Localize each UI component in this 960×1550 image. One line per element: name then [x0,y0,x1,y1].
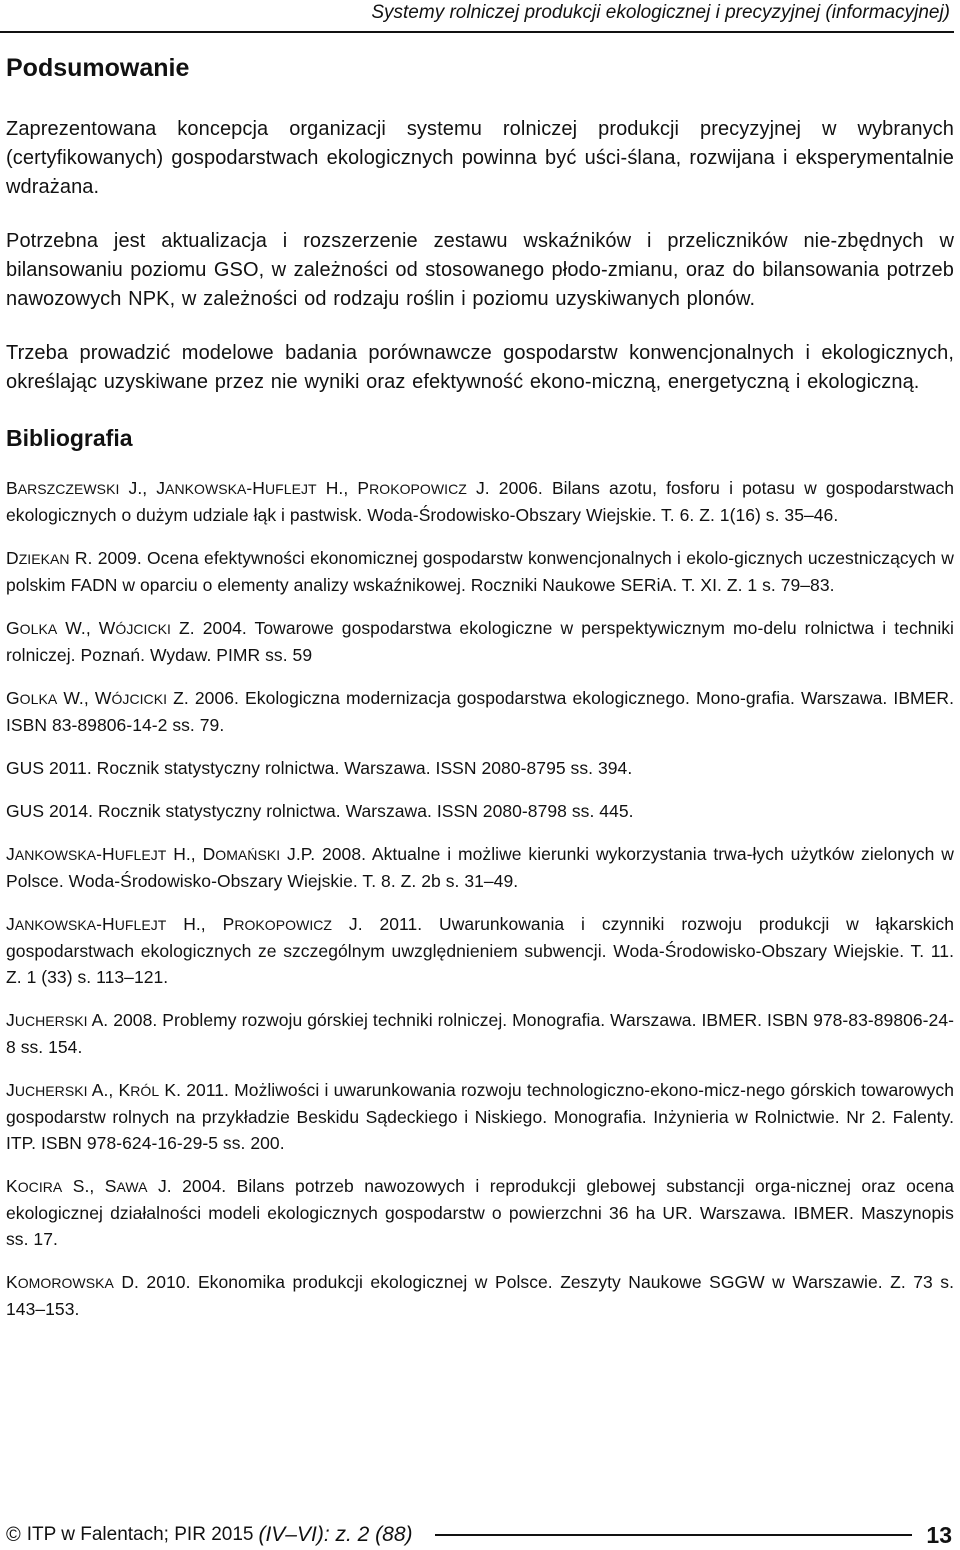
summary-paragraph: Trzeba prowadzić modelowe badania porównawcze gospodarstw konwencjonalnych i ekologicznych, określając uzyskiwane przez nie wyniki oraz efektywność ekono-miczną, energetyczną i ekologiczną. [6,342,954,393]
bibliography-text: 2009. Ocena efektywności ekonomicznej gospodarstw konwencjonalnych i ekolo-gicznych uczestniczących w polskim FADN w oparciu o elementy analizy wskaźnikowej. Roczniki Naukowe SERiA. T. XI. Z. 1 s. 79–83. [6,548,954,595]
summary-heading: Podsumowanie [6,54,190,82]
author-name: BARSZCZEWSKI J., [6,478,157,498]
author-name: JANKOWSKA- [6,914,103,934]
bibliography-entry [6,798,954,824]
bibliography-entry [6,1173,954,1252]
bibliography-entry [6,911,954,990]
author-name: PROKOPOWICZ J. [222,914,363,934]
author-name: JANKOWSKA- [156,478,253,498]
author-name: SAWA J. [104,1176,172,1196]
author-name: HUFLEJT H., [102,914,223,934]
bibliography-list [6,475,954,1322]
footer-rule [435,1534,913,1536]
author-name: GOLKA W., [6,688,95,708]
copyright-icon: © [6,1523,21,1546]
bibliography-entry [6,615,954,668]
page-footer [6,1520,952,1550]
bibliography-text: 2006. Bilans azotu, fosforu i potasu w gospodarstwach ekologicznych o dużym udziale łąk i pastwisk. Woda-Środowisko-Obszary Wiejskie. T. 6. Z. 1(16) s. 35–46. [6,478,955,525]
author-name: JANKOWSKA- [6,844,103,864]
author-name: JUCHERSKI A. [6,1010,109,1030]
author-name: HUFLEJT H., [102,844,203,864]
author-name: JUCHERSKI A., [6,1080,119,1100]
summary-paragraph: Zaprezentowana koncepcja organizacji systemu rolniczej produkcji precyzyjnej w wybranych (certyfikowanych) gospodarstwach ekologicznych powinna być uści-ślana, rozwijana i eksperymentalnie wdrażana. [6,118,954,198]
author-name: DZIEKAN R. [6,548,93,568]
author-name: KOMOROWSKA D. [6,1272,139,1292]
bibliography-entry [6,841,954,894]
bibliography-entry [6,1007,954,1060]
bibliography-text: GUS 2011. Rocznik statystyczny rolnictwa. Warszawa. ISSN 2080-8795 ss. 394. [6,758,633,778]
bibliography-text: 2008. Aktualne i możliwe kierunki wykorzystania trwa-łych użytków zielonych w Polsce. Woda-Środowisko-Obszary Wiejskie. T. 8. Z. 2b s. 31–49. [6,844,954,891]
bibliography-entry [6,1269,954,1322]
bibliography-entry [6,685,954,738]
summary-paragraph: Potrzebna jest aktualizacja i rozszerzenie zestawu wskaźników i przeliczników nie-zbędnych w bilansowaniu poziomu GSO, w zależności od stosowanego płodo-zmianu, oraz do bilansowania potrzeb nawozowych NPK, w zależności od rodzaju roślin i poziomu uzyskiwanych plonów. [6,230,954,310]
bibliography-text: GUS 2014. Rocznik statystyczny rolnictwa. Warszawa. ISSN 2080-8798 ss. 445. [6,801,634,821]
bibliography-text: 2011. Możliwości i uwarunkowania rozwoju technologiczno-ekono-micz-nego górskich towarowych gospodarstw rolnych na przykładzie Beskidu Sądeckiego i Niskiego. Monografia. Inżynieria w Rolnictwie. Nr 2. Falenty. ITP. ISBN 978-624-16-29-5 ss. 200. [6,1080,955,1153]
page-number: 13 [926,1521,952,1548]
running-header: Systemy rolniczej produkcji ekologicznej i precyzyjnej (informacyjnej) [371,2,950,23]
author-name: PROKOPOWICZ J. [357,478,490,498]
bibliography-text: 2006. Ekologiczna modernizacja gospodarstwa ekologicznego. Mono-grafia. Warszawa. IBMER. ISBN 83-89806-14-2 ss. 79. [6,688,955,735]
main-content [6,115,954,1339]
author-name: GOLKA W., [6,618,99,638]
bibliography-text: 2004. Towarowe gospodarstwa ekologiczne w perspektywicznym mo-delu rolnictwa i techniki rolniczej. Poznań. Wydaw. PIMR ss. 59 [6,618,954,665]
author-name: HUFLEJT H., [252,478,358,498]
bibliography-text: 2010. Ekonomika produkcji ekologicznej w Polsce. Zeszyty Naukowe SGGW w Warszawie. Z. 73 s. 143–153. [6,1272,955,1319]
footer-publisher: ITP w Falentach; PIR 2015 [26,1524,254,1545]
bibliography-entry [6,755,954,781]
bibliography-text: 2011. Uwarunkowania i czynniki rozwoju produkcji w łąkarskich gospodarstwach ekologicznych ze szczególnym uwzględnieniem subwencji. Woda-Środowisko-Obszary Wiejskie. T. 11. Z. 1 (33) s. 113–121. [6,914,954,987]
author-name: KRÓL K. [118,1080,182,1100]
footer-issue: (IV–VI): z. 2 (88) [258,1523,413,1546]
bibliography-text: 2008. Problemy rozwoju górskiej techniki rolniczej. Monografia. Warszawa. IBMER. ISBN 978-83-89806-24-8 ss. 154. [6,1010,954,1057]
bibliography-entry [6,475,954,528]
header-rule [0,31,954,33]
bibliography-entry [6,1077,954,1156]
bibliography-entry [6,545,954,598]
bibliography-text: 2004. Bilans potrzeb nawozowych i reprodukcji glebowej substancji orga-nicznej oraz ocena ekologicznej działalności modeli ekologicznych gospodarstw o powierzchni 36 ha UR. Warszawa. IBMER. Maszynopis ss. 17. [6,1176,955,1249]
author-name: KOCIRA S., [6,1176,105,1196]
bibliography-heading: Bibliografia [6,425,133,451]
author-name: DOMAŃSKI J.P. [202,844,316,864]
author-name: WÓJCICKI Z. [98,618,195,638]
author-name: WÓJCICKI Z. [94,688,189,708]
